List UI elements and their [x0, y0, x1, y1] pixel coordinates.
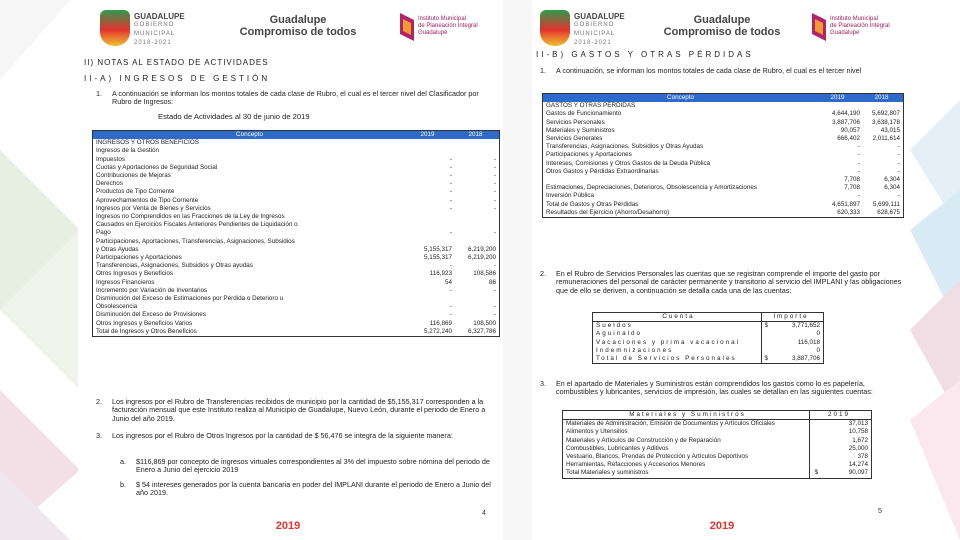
- row-value-2018: 6,304: [884, 176, 900, 184]
- table-row: [93, 213, 499, 221]
- table-row: [93, 328, 499, 336]
- row-value-2018: -: [897, 192, 900, 200]
- row-value-2019: -: [857, 159, 860, 167]
- document-page-4: [78, 0, 503, 540]
- row-concept: [543, 176, 815, 184]
- row-concept: Ingresos de la Gestión: [96, 147, 160, 155]
- row-value-2019: -: [449, 262, 452, 270]
- row-value-2018: -: [897, 159, 900, 167]
- table-row: [93, 180, 499, 188]
- table-row: [93, 229, 499, 237]
- row-value-2019: -: [449, 188, 452, 196]
- account-name: Materiales de Administración, Emisión de Documentos y Artículos Oficiales: [566, 420, 775, 428]
- account-amount: 14,274: [848, 461, 868, 469]
- row-value-2019: 4,651,897: [831, 200, 860, 208]
- row-value-2018: -: [493, 188, 496, 196]
- table-row: [93, 156, 499, 164]
- table-row: [543, 168, 903, 176]
- row-concept: Derechos: [96, 180, 123, 188]
- row-concept: Ingresos no Comprendidos en las Fracciones de la Ley de Ingresos: [96, 213, 285, 221]
- table-row: [543, 102, 903, 110]
- row-value-2018: 5,699,111: [872, 200, 900, 208]
- row-concept: Cuotas y Aportaciones de Seguridad Social: [96, 163, 218, 171]
- page-header: [532, 10, 910, 52]
- table-row: [543, 151, 903, 159]
- table-row: [563, 453, 871, 461]
- row-concept: INGRESOS Y OTROS BENEFICIOS: [96, 139, 199, 147]
- guadalupe-crest-logo: [100, 10, 130, 46]
- table-header: Cuenta Importe: [593, 313, 823, 322]
- row-concept: Otros Ingresos y Beneficios Varios: [96, 319, 193, 327]
- row-concept: Ingresos Financieros: [96, 278, 155, 286]
- materials-table: [562, 410, 872, 479]
- row-value-2018: 6,219,200: [467, 245, 496, 253]
- table-row: [93, 295, 499, 303]
- row-concept: Productos de Tipo Corriente: [96, 188, 175, 196]
- row-concept: Disminución del Exceso de Provisiones: [96, 311, 206, 319]
- row-value-2019: 5,155,317: [423, 254, 452, 262]
- row-value-2019: -: [449, 204, 452, 212]
- paragraph-2: 2. En el Rubro de Servicios Personales las cuentas que se registran comprende el importe del gasto por remuneraciones del personal de carácter permanente y transitorio al servicio del IMPLANI y las obligaciones que de ello se deriven, a continuación se detalla cada una de las cuentas:: [540, 269, 902, 295]
- table-row: [543, 143, 903, 151]
- table-row: [543, 160, 903, 168]
- footer-2019-logo: [228, 512, 348, 532]
- table-row: [93, 139, 499, 147]
- row-concept: Resultados del Ejercicio (Ahorro/Desahorro): [546, 208, 670, 216]
- paragraph-3: 3. Los ingresos por el Rubro de Otros Ingresos por la cantidad de $ 56,476 se integra de la siguiente manera:: [96, 431, 453, 440]
- motto: Guadalupe Compromiso de todos: [239, 14, 357, 38]
- row-value-2019: -: [857, 143, 860, 151]
- row-concept: y Otras Ayudas: [96, 245, 139, 253]
- row-value-2018: [455, 139, 499, 147]
- row-concept: Causados en Ejercicios Fiscales Anteriores Pendientes de Liquidación o: [96, 221, 298, 229]
- account-amount: 10,758: [848, 428, 868, 436]
- row-value-2018: -: [493, 196, 496, 204]
- row-concept: Obsolescencia: [96, 303, 138, 311]
- page-header: [78, 10, 503, 52]
- account-amount: 0: [816, 330, 820, 338]
- table-row: [93, 205, 499, 213]
- row-value-2019: -: [449, 286, 452, 294]
- table-row: [93, 303, 499, 311]
- table-row: [93, 254, 499, 262]
- row-concept: Inversión Pública: [546, 192, 594, 200]
- currency-symbol: [809, 445, 821, 453]
- row-value-2019: -: [857, 192, 860, 200]
- table-row: [93, 270, 499, 278]
- row-value-2019: [403, 295, 455, 303]
- row-concept: Otros Gastos y Pérdidas Extraordinarias: [546, 167, 659, 175]
- row-value-2018: -: [493, 262, 496, 270]
- table-row: [543, 192, 903, 200]
- table-row: [593, 347, 823, 355]
- row-concept: Gastos de Funcionamiento: [546, 110, 622, 118]
- document-page-5: [532, 0, 910, 540]
- row-concept: Intereses, Comisiones y Otros Gastos de la Deuda Pública: [546, 159, 711, 167]
- account-amount: 37,013: [848, 420, 868, 428]
- currency-symbol: [761, 347, 773, 355]
- table-row: [563, 437, 871, 445]
- row-value-2018: [863, 102, 903, 110]
- table-header: Concepto 2019 2018: [543, 94, 903, 102]
- account-amount: 3,887,706: [791, 355, 820, 363]
- income-table: [92, 130, 500, 337]
- table-row: [93, 246, 499, 254]
- row-value-2018: [455, 147, 499, 155]
- row-value-2019: 4,644,190: [831, 110, 860, 118]
- subsection-heading: II-B) GASTOS Y OTRAS PÉRDIDAS: [536, 50, 754, 59]
- table-row: [543, 135, 903, 143]
- table-caption: Estado de Actividades al 30 de junio de 2019: [158, 112, 310, 121]
- row-value-2018: -: [493, 180, 496, 188]
- account-amount: 25,000: [848, 444, 868, 452]
- row-value-2019: -: [449, 196, 452, 204]
- row-value-2018: [455, 221, 499, 229]
- logo-text: GUADALUPE GOBIERNO MUNICIPAL 2018-2021: [574, 12, 625, 46]
- row-value-2018: 108,500: [473, 319, 496, 327]
- row-concept: Ingresos por Venta de Bienes y Servicios: [96, 204, 211, 212]
- table-row: [93, 172, 499, 180]
- row-concept: Materiales y Suministros: [546, 126, 615, 134]
- account-name: Total de Servicios Personales: [596, 355, 737, 363]
- row-value-2019: -: [449, 155, 452, 163]
- subsection-heading: II-A) INGRESOS DE GESTIÓN: [84, 74, 271, 83]
- row-value-2019: -: [449, 172, 452, 180]
- currency-symbol: $: [761, 355, 773, 363]
- account-amount: 3,771,652: [791, 322, 820, 330]
- row-value-2018: -: [493, 172, 496, 180]
- guadalupe-crest-logo: [540, 10, 570, 46]
- logo-text: GUADALUPE GOBIERNO MUNICIPAL 2018-2021: [134, 12, 185, 46]
- table-row: [593, 339, 823, 347]
- table-row: [93, 197, 499, 205]
- implani-logo-icon: [400, 13, 414, 41]
- row-value-2019: -: [449, 311, 452, 319]
- account-name: Combustibles, Lubricantes y Aditivos: [566, 444, 669, 452]
- row-value-2018: -: [493, 303, 496, 311]
- row-value-2019: 7,708: [844, 176, 860, 184]
- row-value-2018: -: [897, 143, 900, 151]
- currency-symbol: [809, 428, 821, 436]
- row-concept: Total de Gastos y Otras Pérdidas: [546, 200, 639, 208]
- row-value-2019: -: [857, 151, 860, 159]
- row-value-2019: -: [857, 167, 860, 175]
- row-concept: Participaciones y Aportaciones: [96, 254, 182, 262]
- account-amount: 378: [857, 453, 868, 461]
- table-row: [593, 322, 823, 330]
- row-concept: Contribuciones de Mejoras: [96, 172, 171, 180]
- table-row: [543, 110, 903, 118]
- row-value-2018: [455, 295, 499, 303]
- table-row: [563, 461, 871, 469]
- row-value-2018: 628,675: [877, 208, 900, 216]
- account-name: Materiales y Artículos de Construcción y de Reparación: [566, 436, 721, 444]
- row-value-2019: 90,057: [840, 126, 860, 134]
- row-value-2018: 5,692,807: [871, 110, 900, 118]
- table-row: [563, 445, 871, 453]
- row-concept: Impuestos: [96, 155, 126, 163]
- row-value-2019: 666,402: [837, 135, 860, 143]
- currency-symbol: $: [761, 322, 773, 330]
- row-value-2019: [403, 139, 455, 147]
- row-value-2019: 7,708: [844, 184, 860, 192]
- currency-symbol: [809, 437, 821, 445]
- account-name: Total Materiales y suministros: [566, 469, 649, 477]
- table-row: [563, 420, 871, 428]
- paragraph-3b: b. $ 54 intereses generados por la cuenta bancaria en poder del IMPLANI durante el periodo de Enero a Junio del año 2019.: [120, 480, 491, 498]
- row-value-2019: 116,923: [429, 270, 452, 278]
- table-row: [543, 184, 903, 192]
- row-value-2019: [403, 213, 455, 221]
- table-row: [93, 320, 499, 328]
- account-name: Alimentos y Utensilios: [566, 428, 628, 436]
- row-value-2018: 6,327,786: [467, 327, 496, 335]
- row-value-2018: -: [493, 155, 496, 163]
- row-value-2019: 5,272,240: [423, 327, 452, 335]
- row-concept: Servicios Personales: [546, 118, 605, 126]
- row-value-2019: [403, 147, 455, 155]
- row-value-2018: 2,011,614: [872, 135, 900, 143]
- table-row: [543, 176, 903, 184]
- row-concept: Transferencias, Asignaciones, Subsidios y Otras Ayudas: [546, 143, 704, 151]
- row-value-2018: [455, 238, 499, 246]
- table-header: Concepto 2019 2018: [93, 131, 499, 139]
- table-row: [543, 119, 903, 127]
- row-concept: Otros Ingresos y Beneficios: [96, 270, 173, 278]
- row-value-2018: 43,015: [880, 126, 900, 134]
- row-concept: Pago: [96, 229, 111, 237]
- section-heading: II) NOTAS AL ESTADO DE ACTIVIDADES: [84, 58, 269, 67]
- account-name: Herramientas, Refacciones y Accesorios Menores: [566, 461, 706, 469]
- account-amount: 90,097: [848, 469, 868, 477]
- currency-symbol: [809, 453, 821, 461]
- row-value-2018: -: [897, 151, 900, 159]
- table-row: [543, 209, 903, 217]
- table-row: [593, 330, 823, 338]
- table-row: [543, 127, 903, 135]
- table-header: Materiales y Suministros 2019: [563, 411, 871, 420]
- table-row: [93, 221, 499, 229]
- table-row: [543, 201, 903, 209]
- currency-symbol: [809, 420, 821, 428]
- expenses-table: [542, 93, 904, 218]
- table-row: [93, 238, 499, 246]
- account-amount: 1,672: [852, 436, 868, 444]
- row-value-2018: 6,304: [884, 184, 900, 192]
- paragraph-1: 1. A continuación se informan los montos totales de cada clase de Rubro, el cual es el tercer nivel del Clasificador por Rubro de Ingresos:: [96, 89, 479, 107]
- row-value-2019: 5,155,317: [423, 245, 452, 253]
- row-value-2018: -: [897, 167, 900, 175]
- footer-text: 2019: [709, 520, 735, 532]
- row-value-2019: [403, 238, 455, 246]
- row-concept: Participaciones, Aportaciones, Transferencias, Asignaciones, Subsidios: [96, 237, 295, 245]
- table-row: [593, 355, 823, 363]
- currency-symbol: [761, 339, 773, 347]
- account-amount: 116,018: [797, 338, 820, 346]
- row-concept: Aprovechamientos de Tipo Corriente: [96, 196, 199, 204]
- row-concept: Total de Ingresos y Otros Beneficios: [96, 327, 197, 335]
- institute-name: Instituto Municipal de Planeación Integral Guadalupe: [418, 16, 478, 36]
- row-value-2019: -: [449, 303, 452, 311]
- account-amount: 0: [816, 346, 820, 354]
- page-number: 5: [878, 508, 882, 515]
- row-value-2018: -: [493, 286, 496, 294]
- table-row: [93, 188, 499, 196]
- paragraph-2: 2. Los ingresos por el Rubro de Transferencias recibidos de municipio por la cantidad de $5,155,317 corresponden a la facturación mensual que este Instituto realiza al Municipio de Guadalupe, Nuevo León, durante el periodo de Enero a Junio del año 2019.: [96, 397, 486, 423]
- row-concept: Estimaciones, Depreciaciones, Deterioros, Obsolescencia y Amortizaciones: [546, 184, 758, 192]
- currency-symbol: [761, 330, 773, 338]
- table-row: [563, 428, 871, 436]
- paragraph-3: 3. En el apartado de Materiales y Suministros están comprendidos los gastos como lo es papelería, combustibles y lubricantes, servicios de impresión, las cuales se detallan en las siguientes cuentas:: [540, 379, 873, 397]
- row-value-2019: -: [449, 180, 452, 188]
- row-concept: Disminución del Exceso de Estimaciones por Pérdida o Deterioro u: [96, 295, 284, 303]
- row-value-2018: 3,638,178: [871, 118, 900, 126]
- row-value-2019: [815, 102, 863, 110]
- implani-logo-icon: [812, 13, 826, 41]
- row-value-2019: -: [449, 229, 452, 237]
- row-value-2019: -: [449, 163, 452, 171]
- account-name: Aguinaldo: [596, 330, 643, 338]
- table-row: [93, 147, 499, 155]
- row-value-2019: 3,887,706: [831, 118, 860, 126]
- institute-name: Instituto Municipal de Planeación Integral Guadalupe: [830, 16, 890, 36]
- table-row: [563, 469, 871, 477]
- row-value-2019: [403, 221, 455, 229]
- row-concept: Incremento por Variación de Inventarios: [96, 286, 208, 294]
- account-name: Vacaciones y prima vacacional: [596, 338, 740, 346]
- paragraph-1: 1. A continuación, se informan los montos totales de cada clase de Rubro, el cual es el tercer nivel: [540, 66, 862, 75]
- table-row: [93, 311, 499, 319]
- row-value-2019: 620,333: [837, 208, 860, 216]
- page-number: 4: [482, 510, 486, 517]
- account-name: Indemnizaciones: [596, 346, 674, 354]
- footer-text: 2019: [275, 520, 301, 532]
- currency-symbol: [809, 461, 821, 469]
- paragraph-3a: a. $116,869 por concepto de ingresos virtuales correspondientes al 3% del impuesto sobre nómina del periodo de Enero a Junio del ejercicio 2019: [120, 457, 490, 475]
- table-row: [93, 164, 499, 172]
- account-name: Sueldos: [596, 322, 633, 330]
- row-value-2019: 54: [444, 278, 452, 286]
- motto: Guadalupe Compromiso de todos: [663, 14, 781, 38]
- row-value-2018: [455, 213, 499, 221]
- row-value-2018: 6,219,200: [467, 254, 496, 262]
- table-row: [93, 262, 499, 270]
- row-value-2018: -: [493, 311, 496, 319]
- row-value-2018: -: [493, 229, 496, 237]
- row-concept: Transferencias, Asignaciones, Subsidios y Otras ayudas: [96, 262, 253, 270]
- currency-symbol: $: [809, 469, 821, 477]
- row-value-2018: -: [493, 204, 496, 212]
- account-name: Vestuario, Blancos, Prendas de Protección y Artículos Deportivos: [566, 453, 749, 461]
- table-row: [93, 279, 499, 287]
- table-row: [93, 287, 499, 295]
- row-value-2018: 108,586: [473, 270, 496, 278]
- row-value-2019: 116,869: [429, 319, 452, 327]
- row-concept: Servicios Generales: [546, 135, 603, 143]
- row-concept: GASTOS Y OTRAS PÉRDIDAS: [546, 102, 636, 110]
- footer-2019-logo: [662, 512, 782, 532]
- row-concept: Participaciones y Aportaciones: [546, 151, 632, 159]
- personal-services-table: [592, 312, 824, 364]
- row-value-2018: -: [493, 163, 496, 171]
- row-value-2018: 86: [488, 278, 496, 286]
